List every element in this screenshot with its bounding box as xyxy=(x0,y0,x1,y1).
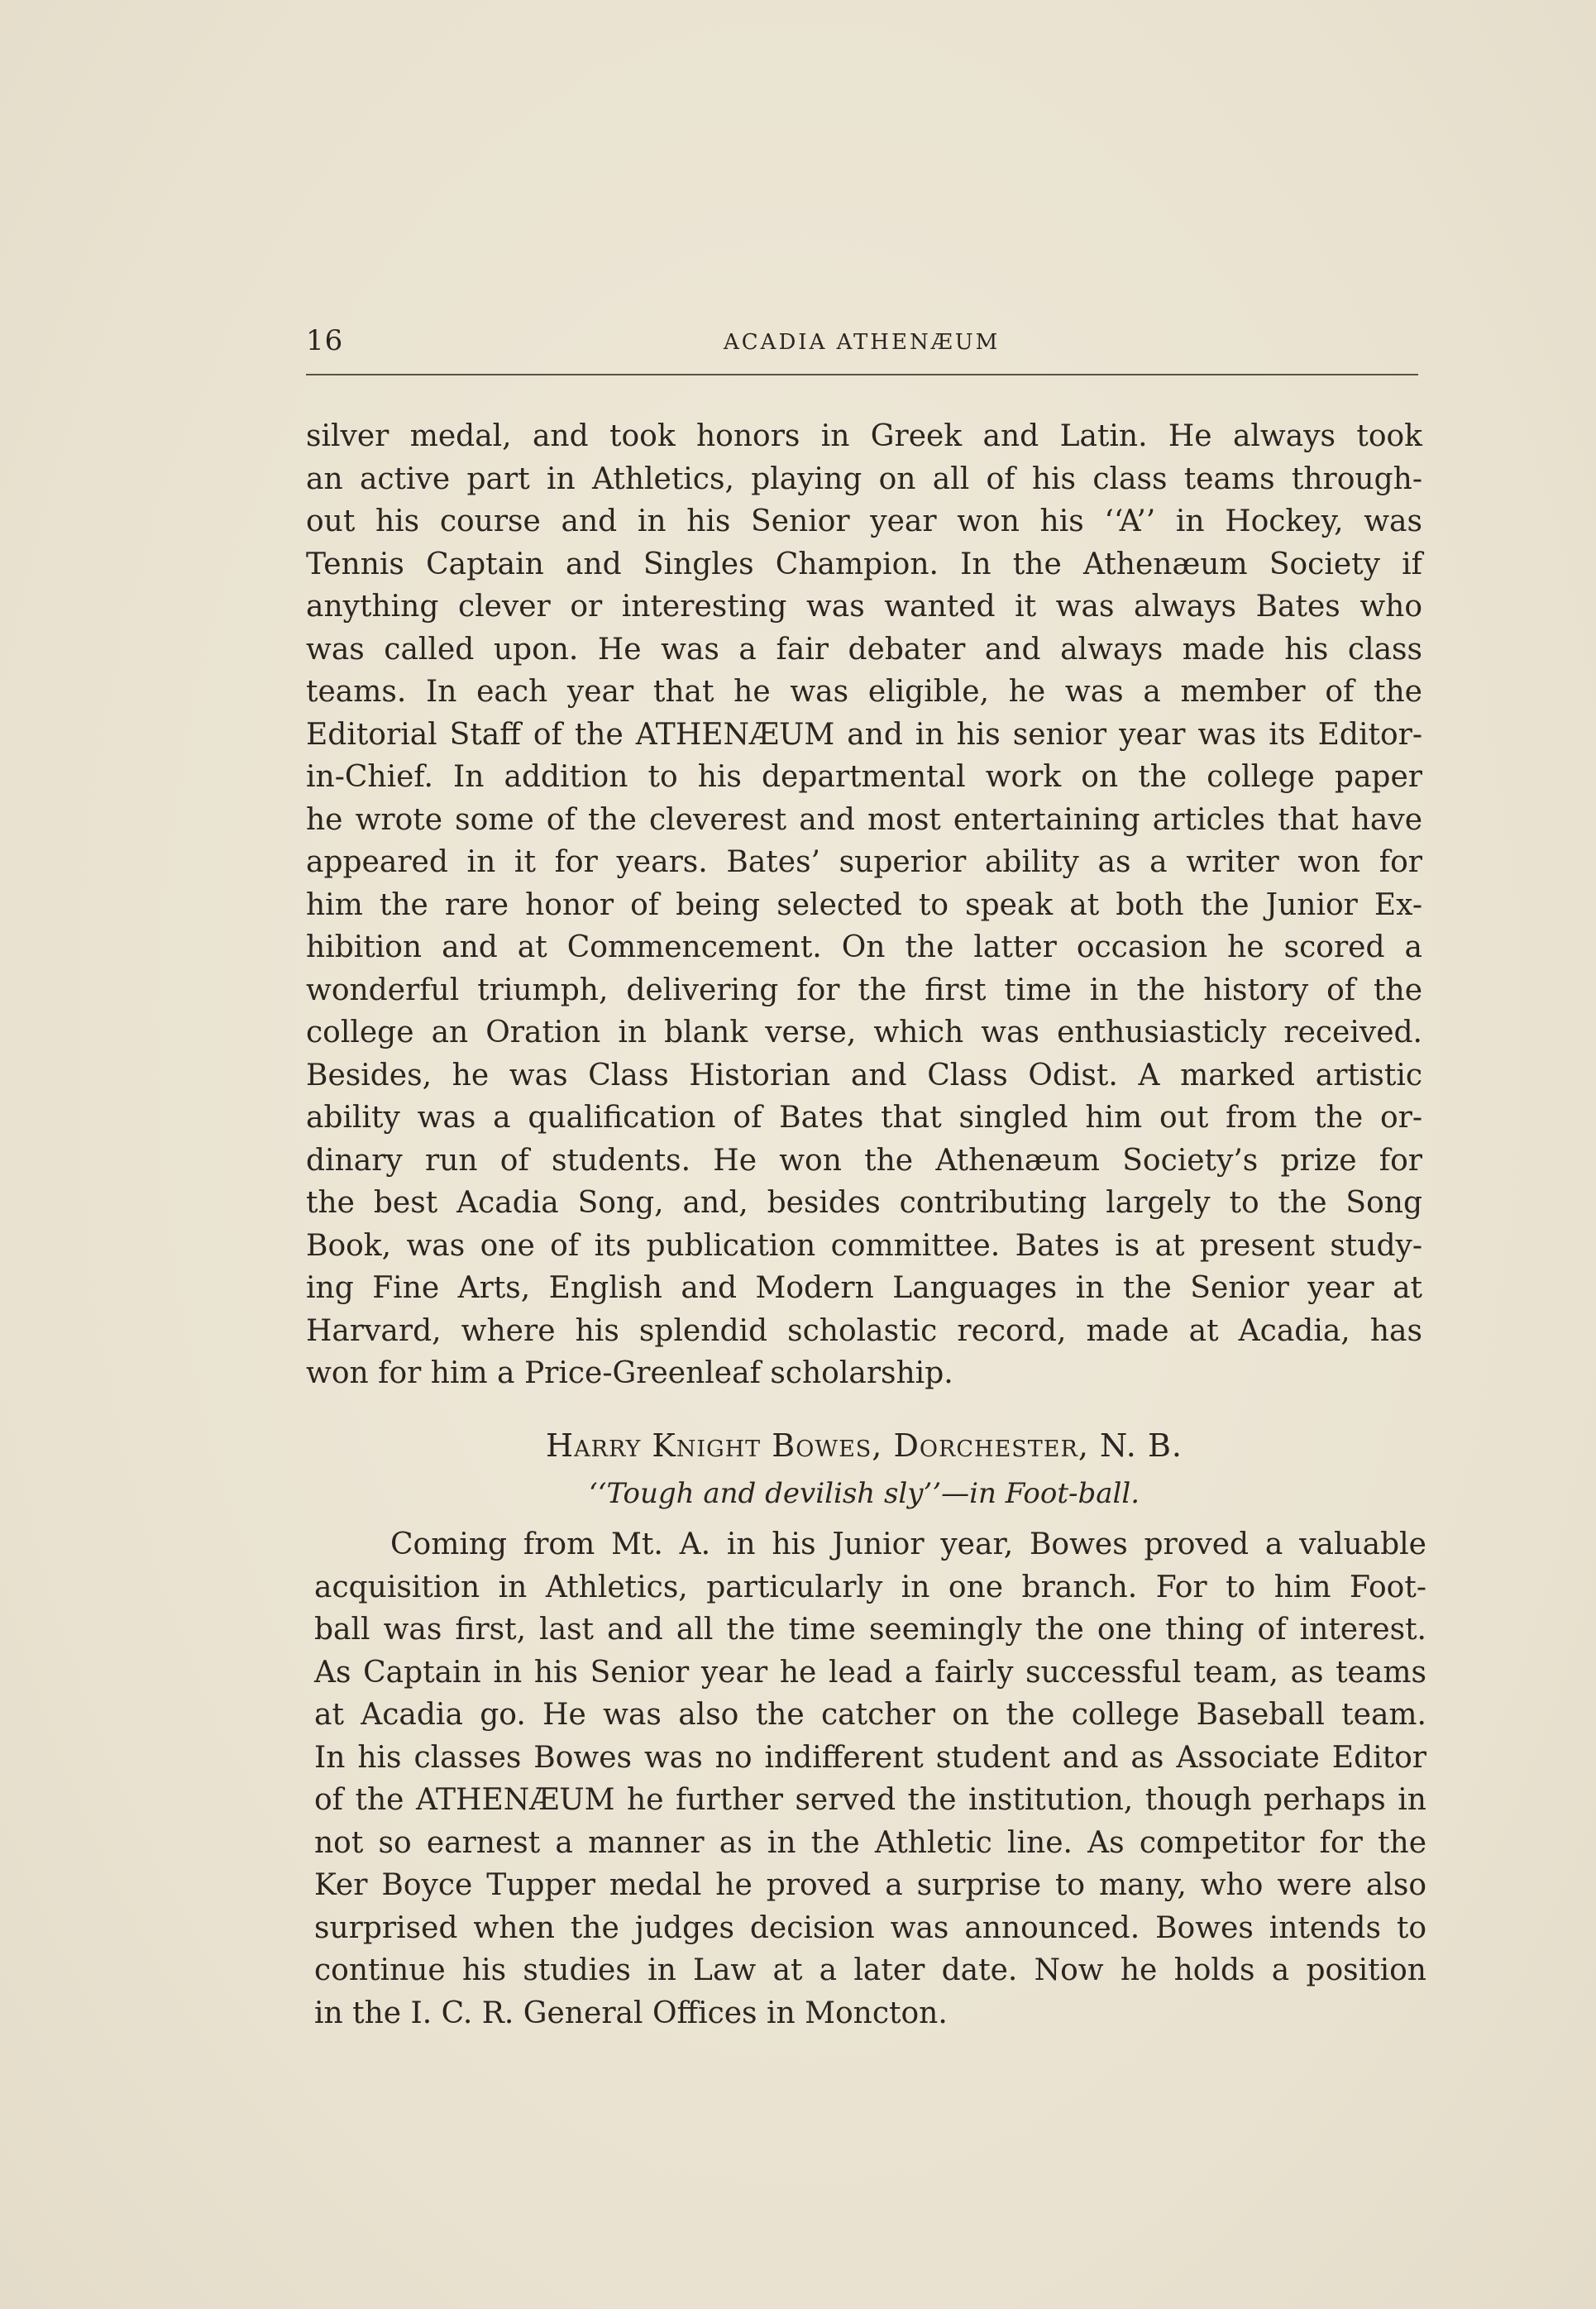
text-line: Ker Boyce Tupper medal he proved a surprise to many, who were also xyxy=(314,1868,1426,1902)
text-line: ball was first, last and all the time seemingly the one thing of interest. xyxy=(314,1613,1426,1647)
header-rule xyxy=(306,374,1418,375)
text-line: the best Acadia Song, and, besides contributing largely to the Song xyxy=(306,1186,1422,1220)
page-header xyxy=(306,324,1422,364)
text-line: Editorial Staff of the ATHENÆUM and in his senior year was its Editor- xyxy=(306,717,1422,752)
text-line: acquisition in Athletics, particularly in one branch. For to him Foot- xyxy=(314,1570,1426,1604)
text-line: him the rare honor of being selected to speak at both the Junior Ex- xyxy=(306,887,1422,922)
text-line: Besides, he was Class Historian and Class Odist. A marked artistic xyxy=(306,1058,1422,1092)
text-line: ability was a qualification of Bates that singled him out from the or- xyxy=(306,1101,1422,1135)
paragraph-bates xyxy=(306,415,1422,1395)
text-line: hibition and at Commencement. On the latter occasion he scored a xyxy=(306,930,1422,964)
page-number: 16 xyxy=(306,324,344,357)
text-line: surprised when the judges decision was announced. Bowes intends to xyxy=(314,1910,1426,1945)
section-motto: ‘‘Tough and devilish sly’’—in Foot-ball. xyxy=(588,1477,1140,1510)
text-line: In his classes Bowes was no indifferent student and as Associate Editor xyxy=(314,1740,1426,1775)
text-line: As Captain in his Senior year he lead a fairly successful team, as teams xyxy=(314,1655,1426,1690)
running-title: ACADIA ATHENÆUM xyxy=(724,330,1001,355)
text-line: college an Oration in blank verse, which was enthusiasticly received. xyxy=(306,1016,1422,1049)
text-line: appeared in it for years. Bates’ superior ability as a writer won for xyxy=(306,845,1422,879)
text-line: anything clever or interesting was wanted it was always Bates who xyxy=(306,590,1422,624)
text-line: won for him a Price-Greenleaf scholarship. xyxy=(306,1356,953,1390)
text-line: of the ATHENÆUM he further served the institution, though perhaps in xyxy=(314,1783,1426,1817)
text-line: Harvard, where his splendid scholastic record, made at Acadia, has xyxy=(306,1313,1422,1348)
text-line: was called upon. He was a fair debater and always made his class xyxy=(306,632,1422,667)
text-line: wonderful triumph, delivering for the first time in the history of the xyxy=(306,973,1422,1007)
text-line: Book, was one of its publication committee. Bates is at present study- xyxy=(306,1228,1422,1263)
text-line: dinary run of students. He won the Athenæum Society’s prize for xyxy=(306,1143,1422,1178)
text-line: teams. In each year that he was eligible, he was a member of the xyxy=(306,675,1422,709)
text-line: he wrote some of the cleverest and most entertaining articles that have xyxy=(306,802,1422,837)
text-line: an active part in Athletics, playing on all of his class teams through- xyxy=(306,461,1422,496)
text-line: in-Chief. In addition to his departmental work on the college paper xyxy=(306,760,1422,794)
text-line: ing Fine Arts, English and Modern Languages in the Senior year at xyxy=(306,1271,1422,1305)
text-line: silver medal, and took honors in Greek and Latin. He always took xyxy=(306,419,1422,453)
text-line: not so earnest a manner as in the Athletic line. As competitor for the xyxy=(314,1825,1426,1860)
paragraph-bowes xyxy=(314,1523,1426,2034)
text-line: at Acadia go. He was also the catcher on the college Baseball team. xyxy=(314,1698,1426,1732)
text-line: out his course and in his Senior year won his ‘‘A’’ in Hockey, was xyxy=(306,504,1422,538)
section-heading: Harry Knight Bowes, Dorchester, N. B. xyxy=(546,1427,1183,1464)
text-line: Coming from Mt. A. in his Junior year, Bowes proved a valuable xyxy=(390,1527,1426,1561)
text-line: continue his studies in Law at a later date. Now he holds a position xyxy=(314,1953,1426,1987)
text-line: in the I. C. R. General Offices in Moncton. xyxy=(314,1996,948,2030)
text-line: Tennis Captain and Singles Champion. In the Athenæum Society if xyxy=(306,547,1422,581)
